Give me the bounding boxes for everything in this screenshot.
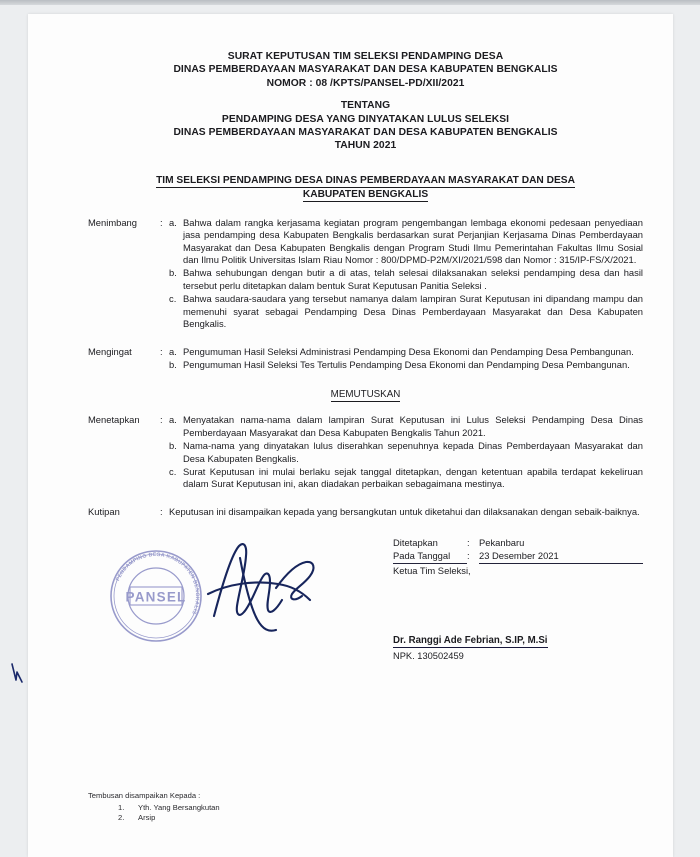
clause-item [169, 217, 643, 267]
item-marker: c. [169, 465, 177, 477]
clause-menetapkan [88, 414, 643, 491]
clause-item [169, 267, 643, 292]
authority-line-2: KABUPATEN BENGKALIS [302, 189, 429, 201]
cc-item-text: Yth. Yang Bersangkutan [138, 802, 220, 812]
tentang-line-3: DINAS PEMBERDAYAAN MASYARAKAT DAN DESA KABUPATEN BENGKALIS [173, 127, 558, 139]
handwritten-signature [206, 538, 336, 638]
item-text: Nama-nama yang dinyatakan lulus diserahkan sepenuhnya kepada Dinas Pemberdayaan Masyarakat dan Desa Kabupaten Bengkalis. [183, 440, 643, 464]
authority-line-1: TIM SELEKSI PENDAMPING DESA DINAS PEMBERDAYAAN MASYARAKAT DAN DESA [156, 174, 575, 186]
decision-heading [88, 389, 643, 400]
signature-space [393, 577, 643, 633]
window-top-band [0, 0, 700, 5]
signatory-name: Dr. Ranggi Ade Febrian, S.IP, M.Si [393, 634, 548, 648]
clause-mengingat [88, 346, 643, 373]
cc-item [118, 803, 220, 814]
clause-label-menimbang: Menimbang [88, 216, 137, 228]
clause-colon-kutipan: : [160, 505, 163, 517]
clause-item [169, 359, 643, 371]
cc-item-number: 1. [118, 802, 125, 812]
signature-role-row [393, 564, 643, 577]
clause-kutipan [88, 506, 643, 518]
item-marker: b. [169, 267, 177, 279]
date-label: Pada Tanggal [393, 549, 467, 563]
official-stamp-icon [104, 544, 208, 648]
clause-label-mengingat: Mengingat [88, 345, 132, 357]
item-marker: a. [169, 216, 177, 228]
cc-list [88, 791, 220, 824]
signature-block [88, 536, 643, 663]
clause-colon-menetapkan: : [160, 414, 163, 426]
stamp-center-label: PANSEL [125, 589, 187, 605]
title-line-2: DINAS PEMBERDAYAAN MASYARAKAT DAN DESA KABUPATEN BENGKALIS [173, 64, 558, 76]
clause-item [169, 466, 643, 491]
clause-text-kutipan: Keputusan ini disampaikan kepada yang bersangkutan untuk diketahui dan dilaksanakan dengan sebaik-baiknya. [169, 505, 640, 517]
date-value: 23 Desember 2021 [479, 549, 643, 563]
tentang-line-1: TENTANG [340, 100, 391, 112]
cc-item-text: Arsip [138, 813, 156, 823]
item-text: Pengumuman Hasil Seleksi Tes Tertulis Pendamping Desa Ekonomi dan Pendamping Desa Pembangunan. [183, 358, 630, 370]
clause-item [169, 346, 643, 358]
clause-label-kutipan: Kutipan [88, 505, 120, 517]
signature-place-row [393, 536, 643, 549]
title-line-1: SURAT KEPUTUSAN TIM SELEKSI PENDAMPING DESA [227, 51, 504, 62]
cc-heading: Tembusan disampaikan Kepada : [88, 791, 201, 800]
clause-items-menimbang [169, 217, 643, 332]
item-text: Bahwa saudara-saudara yang tersebut namanya dalam lampiran Surat Keputusan ini dipandang mampu dan memenuhi syarat sebagai Pendamping Desa Dinas Pemberdayaan Masyarakat dan Desa Kabupaten Bengkalis. [183, 293, 643, 330]
title-spacer [88, 90, 643, 99]
tentang-line-4: TAHUN 2021 [334, 140, 397, 152]
item-marker: b. [169, 440, 177, 452]
clause-items-menetapkan [169, 414, 643, 491]
item-marker: b. [169, 358, 177, 370]
signatory-role: Ketua Tim Seleksi, [393, 564, 471, 576]
item-marker: a. [169, 414, 177, 426]
issuing-authority [88, 174, 643, 203]
item-marker: c. [169, 293, 177, 305]
clause-colon-menimbang: : [160, 216, 163, 228]
item-marker: a. [169, 345, 177, 357]
place-colon: : [467, 537, 470, 549]
clause-colon-mengingat: : [160, 345, 163, 357]
clause-item [169, 414, 643, 439]
place-label: Ditetapkan [393, 537, 438, 549]
item-text: Menyatakan nama-nama dalam lampiran Surat Keputusan ini Lulus Seleksi Pendamping Desa Dinas Pemberdayaan Masyarakat dan Desa Kabupaten Bengkalis Tahun 2021. [183, 414, 643, 438]
item-text: Bahwa dalam rangka kerjasama kegiatan program pengembangan lembaga ekonomi pedesaan penyediaan jasa pendamping desa Kabupaten Bengkalis berdasarkan surat Perjanjian Kerjasama Dinas Pemberdayaan Masyarakat dan Desa Kabupaten Bengkalis dengan Program Studi Ilmu Pemerintahan Fakultas Ilmu Sosial dan Ilmu Politik Universitas Islam Riau Nomor : 800/DPMD-P2M/XI/2021/598 dan Nomor : 315/IP-FS/X/2021. [183, 216, 643, 266]
cc-item [118, 813, 220, 824]
clause-menimbang [88, 217, 643, 332]
stamp-ring-label: PENDAMPING DESA KABUPATEN BENGKALIS [115, 552, 201, 616]
clause-item [169, 293, 643, 330]
clause-label-menetapkan: Menetapkan [88, 414, 140, 426]
scanned-document-page [28, 14, 673, 857]
signatory-name-wrap [393, 633, 643, 648]
tentang-line-2: PENDAMPING DESA YANG DINYATAKAN LULUS SELEKSI [221, 113, 510, 125]
cc-items [88, 803, 220, 824]
place-value: Pekanbaru [479, 537, 525, 549]
decision-heading-text: MEMUTUSKAN [330, 389, 401, 401]
title-line-3: NOMOR : 08 /KPTS/PANSEL-PD/XII/2021 [266, 77, 465, 89]
item-text: Pengumuman Hasil Seleksi Administrasi Pendamping Desa Ekonomi dan Pendamping Desa Pembangunan. [183, 345, 634, 357]
margin-ink-mark [8, 660, 26, 686]
item-text: Surat Keputusan ini mulai berlaku sejak tanggal ditetapkan, dengan ketentuan apabila terdapat kekeliruan dalam Surat Keputusan ini, akan diadakan perbaikan sebagaimana mestinya. [183, 465, 643, 490]
signature-date-row [393, 549, 643, 563]
document-title [88, 50, 643, 90]
document-subject [88, 99, 643, 153]
cc-item-number: 2. [118, 813, 125, 823]
clause-items-mengingat [169, 346, 643, 373]
date-colon: : [467, 550, 470, 562]
clause-item [169, 440, 643, 465]
item-text: Bahwa sehubungan dengan butir a di atas, telah selesai dilaksanakan seleksi pendamping desa dan hasil tersebut perlu ditetapkan dalam bentuk Surat Keputusan Panitia Seleksi . [183, 267, 643, 291]
signatory-npk: NPK. 130502459 [393, 650, 464, 661]
